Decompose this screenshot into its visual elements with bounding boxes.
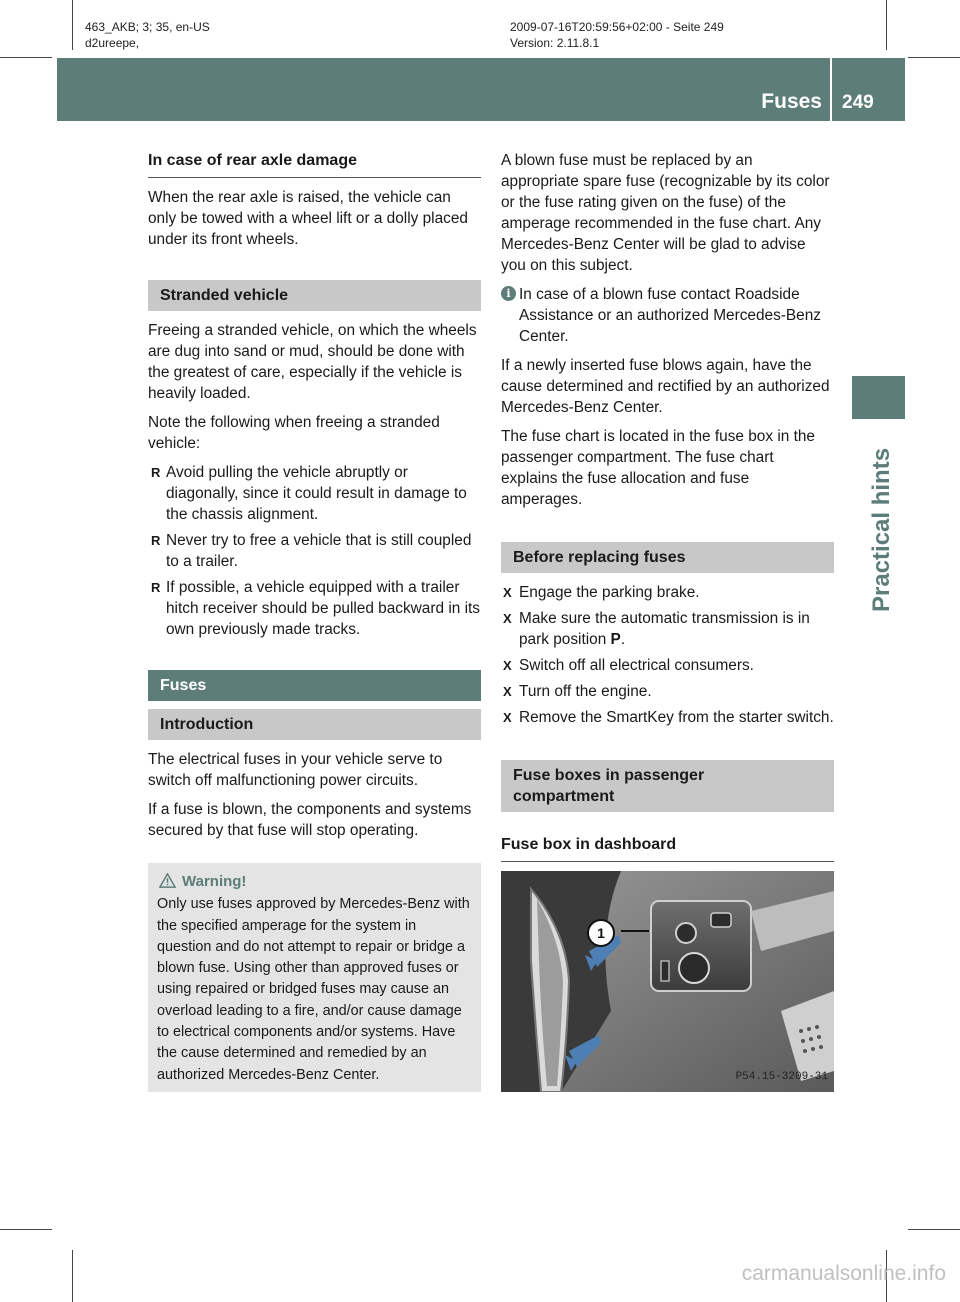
dashboard-illustration [501, 871, 834, 1092]
warning-box [148, 863, 481, 1092]
info-note [501, 284, 834, 347]
list-item: X Remove the SmartKey from the starter switch. [503, 709, 834, 726]
fuse-box-photo [501, 871, 834, 1092]
photo-code: P54.15-3209-31 [735, 1071, 828, 1083]
crop-mark [0, 1229, 52, 1230]
crop-mark [72, 1250, 73, 1302]
watermark: carmanualsonline.info [741, 1262, 946, 1285]
warning-text: Only use fuses approved by Mercedes-Benz with the specified amperage for the system in question and do not attempt to repair or bridge a blown fuse. Using other than approved fuses or using repaired or bridged fuses may cause an overload leading to a fire, and/or cause damage to electrical components and/or systems. Have the cause determined and remedied by an authorized Mercedes-Benz Center. [157, 896, 470, 1083]
warning-header [157, 871, 473, 892]
meta-left-line1: 463_AKB; 3; 35, en-US [85, 20, 210, 34]
page-number: 249 [842, 92, 874, 113]
list-item: R If possible, a vehicle equipped with a trailer hitch receiver should be pulled backward in its own previously made tracks. [148, 577, 481, 640]
intro-paragraph-2: If a fuse is blown, the components and systems secured by that fuse will stop operating. [148, 801, 472, 839]
crop-mark [72, 0, 73, 50]
list-item: R Avoid pulling the vehicle abruptly or diagonally, since it could result in damage to the chassis alignment. [148, 462, 481, 525]
fuses-heading: Fuses [148, 670, 481, 701]
crop-mark [908, 1229, 960, 1230]
warning-triangle-icon [159, 873, 176, 888]
step-mark-icon: X [503, 611, 512, 626]
list-item: R Never try to free a vehicle that is still coupled to a trailer. [148, 530, 481, 572]
stranded-paragraph-2: Note the following when freeing a stranded vehicle: [148, 414, 440, 452]
step-mark-icon: X [503, 684, 512, 699]
fuse-box-dashboard-heading: Fuse box in dashboard [501, 834, 834, 862]
rear-axle-text: When the rear axle is raised, the vehicle can only be towed with a wheel lift or a dolly placed under its front wheels. [148, 189, 468, 248]
list-item: X Make sure the automatic transmission is in park position P. [503, 610, 810, 648]
crop-mark [908, 57, 960, 58]
section-title: Fuses [761, 90, 822, 113]
callout-label: 1 [597, 925, 605, 941]
fuse-chart-paragraph: The fuse chart is located in the fuse box in the passenger compartment. The fuse chart explains the fuse allocation and fuse amperages. [501, 428, 815, 508]
meta-right-line2: Version: 2.11.8.1 [510, 36, 600, 50]
fuse-boxes-heading: Fuse boxes in passenger compartment [501, 760, 834, 812]
stranded-paragraph-1: Freeing a stranded vehicle, on which the wheels are dug into sand or mud, should be done with the greatest of care, especially if the vehicle is heavily loaded. [148, 322, 477, 402]
introduction-heading: Introduction [148, 709, 481, 740]
rear-axle-heading: In case of rear axle damage [148, 150, 481, 178]
side-tab-label: Practical hints [868, 447, 895, 612]
step-mark-icon: X [503, 658, 512, 673]
list-item: X Turn off the engine. [503, 683, 652, 700]
crop-mark [886, 0, 887, 50]
info-icon: i [501, 286, 516, 301]
before-replacing-heading: Before replacing fuses [501, 542, 834, 573]
list-item: X Engage the parking brake. [503, 584, 700, 601]
before-replacing-steps [501, 582, 834, 728]
stranded-bullet-list [148, 462, 481, 640]
intro-paragraph-1: The electrical fuses in your vehicle serve to switch off malfunctioning power circuits. [148, 751, 443, 789]
new-fuse-paragraph: If a newly inserted fuse blows again, have the cause determined and rectified by an authorized Mercedes-Benz Center. [501, 357, 830, 416]
meta-left-line2: d2ureepe, [85, 36, 140, 50]
step-mark-icon: X [503, 585, 512, 600]
stranded-vehicle-heading: Stranded vehicle [148, 280, 481, 311]
crop-mark [0, 57, 52, 58]
park-position-label: P [610, 631, 621, 648]
list-item: X Switch off all electrical consumers. [503, 657, 754, 674]
warning-title: Warning! [182, 873, 247, 890]
right-column [501, 150, 834, 1092]
meta-right-line1: 2009-07-16T20:59:56+02:00 - Seite 249 [510, 20, 724, 34]
step-mark-icon: X [503, 710, 512, 725]
header-divider [830, 58, 832, 121]
info-text: In case of a blown fuse contact Roadside Assistance or an authorized Mercedes-Benz Center. [519, 286, 821, 345]
left-column [148, 150, 481, 1092]
blown-fuse-paragraph: A blown fuse must be replaced by an appropriate spare fuse (recognizable by its color or the fuse rating given on the fuse) of the amperage recommended in the fuse chart. Any Mercedes-Benz Center will be glad to advise you on this subject. [501, 152, 830, 274]
side-tab-block [852, 376, 905, 419]
